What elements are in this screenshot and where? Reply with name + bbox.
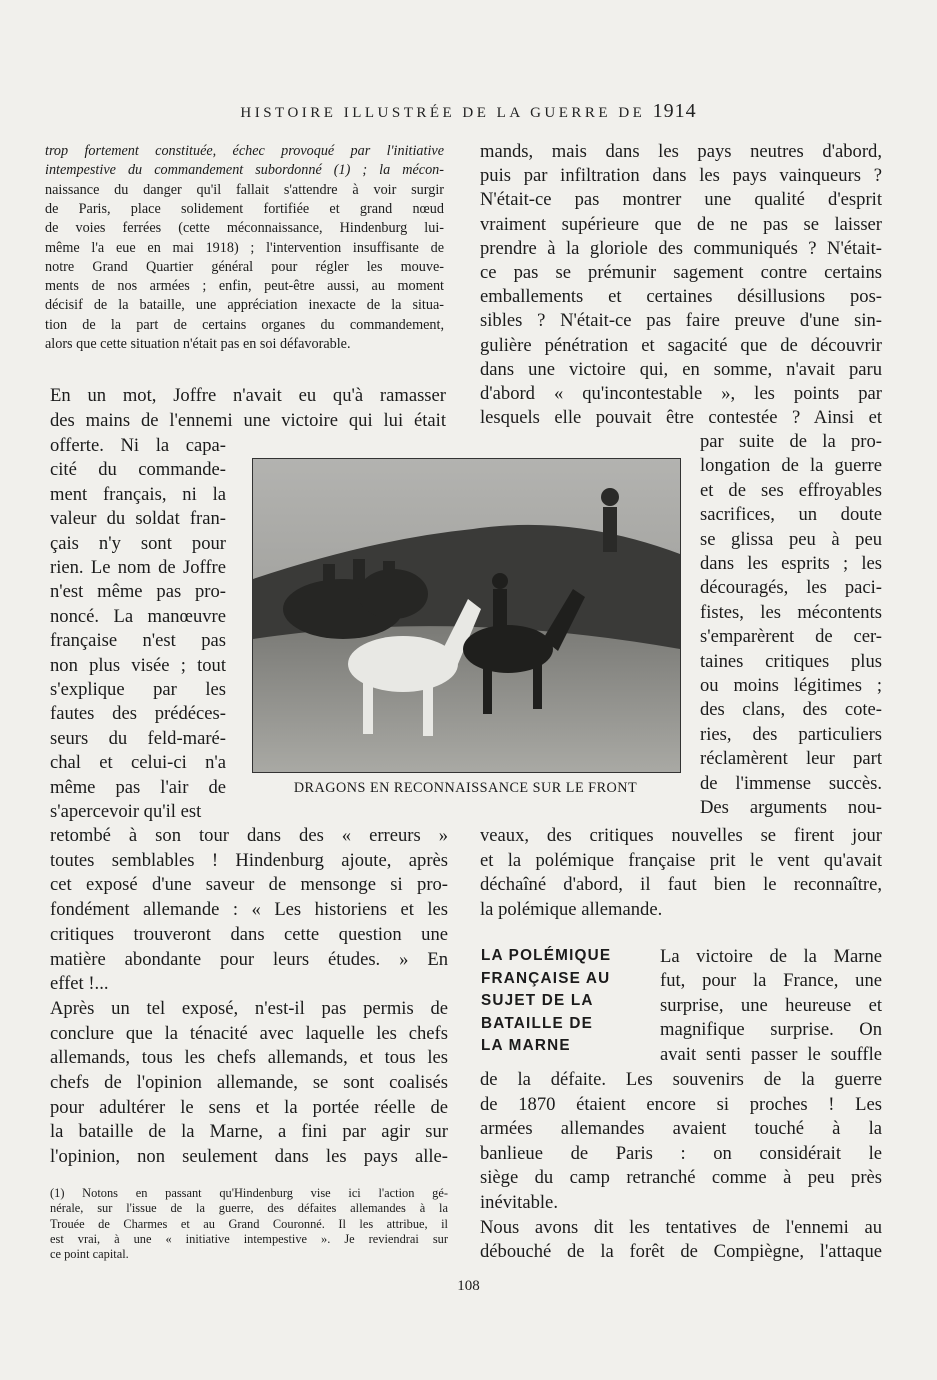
body-line: rien. Le nom de Joffre [50, 557, 226, 578]
body-line: effet !... [50, 973, 109, 995]
side-heading-line: LA POLÉMIQUE [481, 947, 612, 964]
body-line: la polémique allemande. [480, 899, 663, 921]
body-line: française n'est pas [50, 630, 226, 652]
body-line: chefs de l'opinion allemande, se sont coalisés [50, 1072, 448, 1093]
body-line: découragés, les paci- [700, 577, 882, 599]
intro-line: alors que cette situation n'était pas en soi défavorable. [45, 336, 351, 352]
body-line: magnifique surprise. On [660, 1019, 882, 1041]
body-line: fistes, les mécontents [700, 601, 882, 623]
footnote-line: ce point capital. [50, 1247, 129, 1262]
intro-line: tion de la part de certains organes du commandement, [45, 316, 444, 333]
body-line: lesquels elle pouvait être contestée ? Ainsi et [480, 407, 882, 429]
body-line: s'explique par les [50, 679, 226, 700]
body-line: chal et celui-ci n'a [50, 752, 226, 774]
body-line: puis par infiltration dans les pays vainqueurs ? [480, 165, 882, 187]
body-line: longation de la guerre [700, 455, 882, 477]
body-line: N'était-ce pas montrer une qualité d'esprit [480, 189, 882, 211]
side-heading-line: SUJET DE LA [481, 992, 594, 1009]
intro-line: même l'a eue en mai 1918) ; l'intervention insuffisante de [45, 239, 444, 256]
body-line: mands, mais dans les pays neutres d'abord, [480, 141, 882, 162]
body-line: de l'immense succès. [700, 772, 882, 794]
body-line: débouché de la forêt de Compiègne, l'attaque [480, 1241, 882, 1263]
body-line: surprise, une heureuse et [660, 994, 882, 1016]
body-line: Des arguments nou- [700, 797, 882, 818]
body-line: se glissa peu à peu [700, 528, 882, 550]
body-line: ment français, ni la [50, 483, 226, 505]
intro-line: de Paris, place solidement fortifiée et grand nœud [45, 200, 444, 217]
body-line: dans les esprits ; les [700, 553, 882, 574]
body-line: et la polémique française prit le vent qu'avait [480, 849, 882, 871]
body-line: la bataille de la Marne, a fini par agir sur [50, 1121, 448, 1143]
body-line: l'opinion, non seulement dans les pays alle- [50, 1146, 448, 1168]
body-line: déchaîné d'abord, il faut bien le reconnaître, [480, 874, 882, 896]
header-title: HISTOIRE ILLUSTRÉE DE LA GUERRE DE [240, 105, 646, 121]
body-line: matière abondante pour leurs études. » En [50, 948, 448, 970]
intro-line: notre Grand Quartier général pour régler les mouve- [45, 258, 444, 275]
body-line: même pas l'air de [50, 776, 226, 798]
body-line: armées allemandes avaient touché à la [480, 1118, 882, 1140]
intro-line: naissance du danger qu'il fallait s'attendre à voir surgir [45, 181, 444, 198]
footnote-line: Trouée de Charmes et au Grand Couronné. Il les attribue, il [50, 1216, 448, 1231]
body-line: siège du camp retranché comme à peu près [480, 1167, 882, 1189]
body-line: de la défaite. Les souvenirs de la guerre [480, 1069, 882, 1090]
body-line: pour adultérer le sens et la portée réelle de [50, 1096, 448, 1118]
body-line: s'emparèrent de cer- [700, 626, 882, 648]
intro-line: décisif de la bataille, une appréciation inexacte de la situa- [45, 297, 444, 314]
body-line: prendre à la gloriole des communiqués ? N'était- [480, 237, 882, 259]
running-header [0, 100, 937, 123]
body-line: dans une victoire qui, en somme, n'avait paru [480, 358, 882, 380]
body-line: noncé. La manœuvre [50, 605, 226, 627]
body-line: ou moins légitimes ; [700, 675, 882, 696]
body-line: par suite de la pro- [700, 431, 882, 452]
photo-illustration [253, 459, 680, 772]
body-line: n'est même pas pro- [50, 581, 226, 603]
body-line: et de ses effroyables [700, 479, 882, 501]
body-line: Nous avons dit les tentatives de l'ennemi au [480, 1216, 882, 1238]
intro-line: intempestive du commandement subordonné (1) ; la mécon- [45, 162, 444, 179]
body-line: seurs du feld-maré- [50, 727, 226, 749]
body-line: de 1870 étaient encore si proches ! Les [480, 1093, 882, 1115]
footnote-line: est vrai, à une « initiative intempestive ». Je reviendrai sur [50, 1231, 448, 1246]
body-line: banlieue de Paris : on considérait le [480, 1142, 882, 1164]
body-line: sibles ? N'était-ce pas faire preuve d'une sin- [480, 310, 882, 332]
body-line: En un mot, Joffre n'avait eu qu'à ramasser [50, 385, 446, 406]
body-line: d'abord « qu'incontestable », les points par [480, 383, 882, 404]
body-line: gulière pénétration et sagacité que de découvrir [480, 334, 882, 356]
body-line: La victoire de la Marne [660, 946, 882, 967]
body-line: veaux, des critiques nouvelles se firent jour [480, 825, 882, 846]
body-line: fut, pour la France, une [660, 970, 882, 992]
intro-line: de voies ferrées (cette méconnaissance, Hindenburg lui- [45, 220, 444, 237]
body-line: sacrifices, un doute [700, 504, 882, 526]
body-line: retombé à son tour dans des « erreurs » [50, 825, 448, 846]
side-heading [481, 945, 661, 1058]
body-line: toutes semblables ! Hindenburg ajoute, après [50, 849, 448, 871]
body-line: cité du commande- [50, 459, 226, 481]
body-line: critiques trouveront dans cette question une [50, 923, 448, 945]
page-number: 108 [457, 1278, 480, 1294]
body-line: avait senti passer le souffle [660, 1043, 882, 1065]
body-line: valeur du soldat fran- [50, 508, 226, 530]
body-line: ries, des particuliers [700, 723, 882, 745]
footnote-line: (1) Notons en passant qu'Hindenburg vise ici l'action gé- [50, 1186, 448, 1200]
body-line: offerte. Ni la capa- [50, 435, 226, 456]
body-line: des mains de l'ennemi une victoire qui lui était [50, 409, 446, 431]
body-line: conclure que la ténacité avec laquelle les chefs [50, 1022, 448, 1044]
body-line: taines critiques plus [700, 650, 882, 672]
body-line: s'apercevoir qu'il est [50, 801, 202, 822]
body-line: des clans, des cote- [700, 699, 882, 721]
photo-dragons [252, 458, 681, 773]
body-line: inévitable. [480, 1192, 558, 1213]
body-line: allemands, tous les chefs allemands, et tous les [50, 1047, 448, 1069]
body-line: emballements et certaines désillusions pos- [480, 286, 882, 308]
side-heading-line: FRANÇAISE AU [481, 969, 611, 987]
side-heading-line: LA MARNE [481, 1037, 571, 1054]
body-line: ce pas se prémunir sagement contre certains [480, 262, 882, 283]
body-line: çais n'y sont pour [50, 532, 226, 554]
body-line: fondément allemande : « Les historiens et les [50, 899, 448, 921]
body-line: Après un tel exposé, n'est-il pas permis de [50, 997, 448, 1019]
body-line: fautes des prédéces- [50, 703, 226, 725]
body-line: réclamèrent leur part [700, 748, 882, 770]
intro-line: trop fortement constituée, échec provoqué par l'initiative [45, 143, 444, 159]
footnote-line: nérale, sur l'issue de la guerre, des défaites allemandes à la [50, 1201, 448, 1216]
body-line: non plus visée ; tout [50, 654, 226, 676]
body-line: vraiment supérieure que de ne pas se laisser [480, 213, 882, 235]
side-heading-line: BATAILLE DE [481, 1014, 594, 1032]
body-line: cet exposé d'une saveur de mensonge si pro- [50, 874, 448, 896]
photo-caption: DRAGONS EN RECONNAISSANCE SUR LE FRONT [293, 780, 638, 796]
intro-line: ments de nos armées ; enfin, peut-être aussi, au moment [45, 278, 444, 295]
header-year: 1914 [652, 100, 697, 122]
